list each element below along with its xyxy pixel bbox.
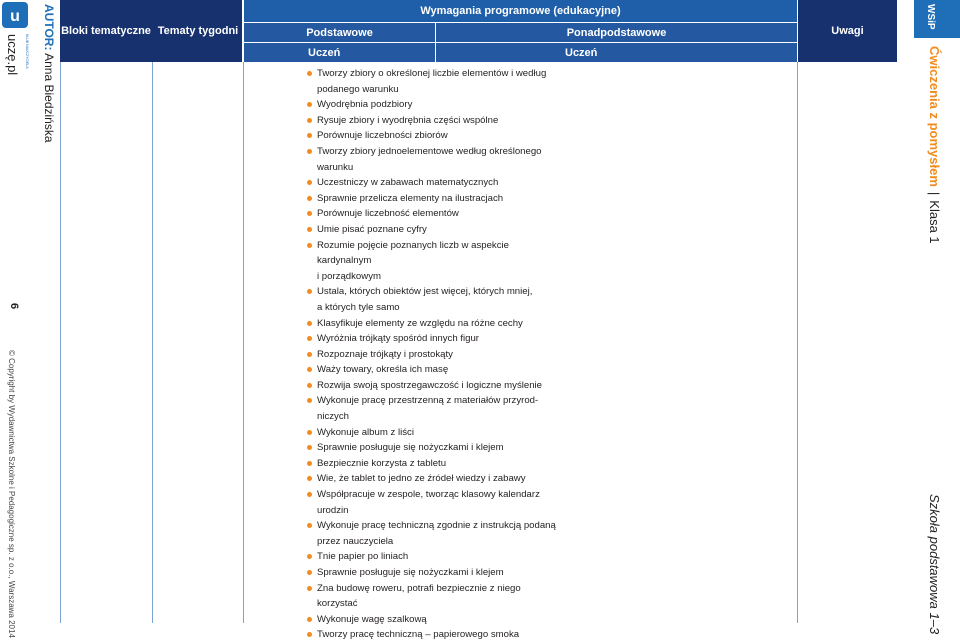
bullet-icon <box>307 617 312 622</box>
list-item-text: Rozwija swoją spostrzegawczość i logiczne myślenie <box>317 379 543 391</box>
header-blocks <box>60 0 243 62</box>
bullet-icon <box>307 523 312 528</box>
bullet-icon <box>307 180 312 185</box>
bullet-icon <box>307 352 312 357</box>
list-item-text: przez nauczyciela <box>317 535 394 547</box>
list-item-text: Umie pisać poznane cyfry <box>317 223 427 235</box>
copyright-text: © Copyright by Wydawnictwa Szkolne i Pedagogiczne sp. z o.o., Warszawa 2014 <box>7 350 16 638</box>
list-item <box>303 612 563 628</box>
header-topics-label: Tematy tygodni <box>157 25 239 37</box>
list-item <box>303 362 563 378</box>
bullet-icon <box>307 336 312 341</box>
list-item <box>303 487 563 503</box>
list-item <box>303 565 563 581</box>
list-item-text: Zna budowę roweru, potrafi bezpiecznie z niego korzystać <box>317 582 521 610</box>
list-item-text: Wykonuje pracę przestrzenną z materiałów przyrod- <box>317 395 539 407</box>
list-item-text: Waży towary, określa ich masę <box>317 364 449 376</box>
table-header <box>60 0 897 62</box>
bullet-icon <box>307 367 312 372</box>
list-item <box>303 82 563 98</box>
bullet-icon <box>307 149 312 154</box>
school-label: Szkoła podstawowa 1–3 <box>927 494 942 635</box>
bullet-icon <box>307 398 312 403</box>
list-item-text: Tworzy pracę techniczną – papierowego smoka <box>317 629 520 641</box>
list-item <box>303 144 563 160</box>
list-item <box>303 627 563 643</box>
bullet-icon <box>307 102 312 107</box>
bullet-icon <box>307 476 312 481</box>
bullet-icon <box>307 71 312 76</box>
bullet-icon <box>307 118 312 123</box>
list-item <box>303 316 563 332</box>
list-item <box>303 300 563 316</box>
bullet-icon <box>307 632 312 637</box>
list-item <box>303 581 563 612</box>
bullet-icon <box>307 289 312 294</box>
list-item <box>303 238 563 269</box>
publisher-label: WSiP <box>925 4 936 30</box>
list-item-text: Tworzy zbiory o określonej liczbie elementów i według <box>317 68 547 79</box>
list-item-text: Porównuje liczebność elementów <box>317 208 459 220</box>
header-advanced: Ponadpodstawowe <box>436 23 797 42</box>
author-line <box>42 4 56 143</box>
uczepl-logo <box>2 2 30 88</box>
bullet-icon <box>307 461 312 466</box>
list-item <box>303 128 563 144</box>
list-item <box>303 175 563 191</box>
list-item <box>303 66 563 82</box>
header-basic: Podstawowe <box>244 23 435 42</box>
bullet-icon <box>307 321 312 326</box>
list-item <box>303 97 563 113</box>
header-blocks-label: Bloki tematyczne <box>61 25 151 37</box>
list-item <box>303 160 563 176</box>
header-student2: Uczeń <box>436 42 797 62</box>
svg-text:uczę.pl: uczę.pl <box>5 34 20 76</box>
bullet-icon <box>307 430 312 435</box>
list-item-text: Bezpiecznie korzysta z tabletu <box>317 457 447 469</box>
list-item-text: Rysuje zbiory i wyodrębnia części wspólne <box>317 114 499 126</box>
bullet-icon <box>307 383 312 388</box>
bullet-icon <box>307 492 312 497</box>
list-item <box>303 518 563 534</box>
list-item-text: Rozumie pojęcie poznanych liczb w aspekcie kardynalnym <box>317 239 509 267</box>
bullet-icon <box>307 227 312 232</box>
list-item <box>303 534 563 550</box>
list-item-text: Wykonuje wagę szalkową <box>317 613 427 625</box>
left-margin <box>0 0 60 638</box>
list-item <box>303 409 563 425</box>
header-requirements: Wymagania programowe (edukacyjne) <box>244 0 797 22</box>
requirements-list <box>303 66 563 643</box>
list-item-text: urodzin <box>317 504 349 516</box>
list-item-text: Porównuje liczebności zbiorów <box>317 130 448 142</box>
list-item <box>303 284 563 300</box>
list-item <box>303 269 563 285</box>
list-item-text: Sprawnie przelicza elementy na ilustracjach <box>317 192 504 204</box>
svg-text:KLUB NAUCZYCIELA: KLUB NAUCZYCIELA <box>25 34 29 69</box>
list-item-text: Sprawnie posługuje się nożyczkami i klejem <box>317 567 504 578</box>
wsip-logo <box>914 0 960 38</box>
list-item <box>303 331 563 347</box>
class-label: Klasa 1 <box>927 200 942 244</box>
bullet-icon <box>307 243 312 248</box>
list-item-text: podanego warunku <box>317 83 399 95</box>
list-item <box>303 503 563 519</box>
list-item <box>303 113 563 129</box>
column-divider <box>152 62 153 623</box>
list-item-text: i porządkowym <box>317 270 381 282</box>
bullet-icon <box>307 586 312 591</box>
list-item <box>303 222 563 238</box>
list-item-text: Wykonuje album z liści <box>317 426 414 438</box>
author-name: Anna Biedzińska <box>42 53 56 143</box>
header-notes: Uwagi <box>798 0 897 62</box>
svg-text:u: u <box>10 8 20 25</box>
list-item <box>303 456 563 472</box>
list-item-text: Rozpoznaje trójkąty i prostokąty <box>317 348 453 360</box>
list-item-text: Tworzy zbiory jednoelementowe według określonego <box>317 145 542 157</box>
list-item-text: Tnie papier po liniach <box>317 551 409 563</box>
column-divider <box>797 62 798 623</box>
list-item-text: Klasyfikuje elementy ze względu na różne cechy <box>317 317 523 329</box>
list-item <box>303 378 563 394</box>
series-title <box>927 46 942 244</box>
list-item-text: Wyróżnia trójkąty spośród innych figur <box>317 333 480 345</box>
list-item-text: niczych <box>317 411 349 423</box>
title-separator: | <box>927 191 942 196</box>
list-item-text: warunku <box>317 161 354 173</box>
author-label: AUTOR: <box>42 4 56 51</box>
list-item <box>303 393 563 409</box>
list-item-text: Wie, że tablet to jedno ze źródeł wiedzy i zabawy <box>317 473 526 485</box>
bullet-icon <box>307 196 312 201</box>
list-item-text: Wyodrębnia podzbiory <box>317 99 413 111</box>
bullet-icon <box>307 211 312 216</box>
list-item-text: Wykonuje pracę techniczną zgodnie z instrukcją podaną <box>317 520 556 532</box>
bullet-icon <box>307 554 312 559</box>
list-item <box>303 425 563 441</box>
list-item <box>303 549 563 565</box>
header-student1: Uczeń <box>244 42 435 62</box>
list-item-text: Uczestniczy w zabawach matematycznych <box>317 177 499 189</box>
list-item <box>303 206 563 222</box>
list-item-text: Sprawnie posługuje się nożyczkami i klejem <box>317 442 504 454</box>
list-item-text: a których tyle samo <box>317 301 400 313</box>
list-item-text: Współpracuje w zespole, tworząc klasowy kalendarz <box>317 489 540 501</box>
column-divider <box>60 62 61 623</box>
list-item <box>303 471 563 487</box>
list-item <box>303 347 563 363</box>
bullet-icon <box>307 570 312 575</box>
bullet-icon <box>307 133 312 138</box>
series-title-text: Ćwiczenia z pomysłem <box>927 46 942 187</box>
list-item-text: Ustala, których obiektów jest więcej, których mniej, <box>317 286 533 298</box>
bullet-icon <box>307 445 312 450</box>
list-item <box>303 191 563 207</box>
list-item <box>303 440 563 456</box>
page-number: 6 <box>8 303 20 310</box>
column-divider <box>243 62 244 623</box>
